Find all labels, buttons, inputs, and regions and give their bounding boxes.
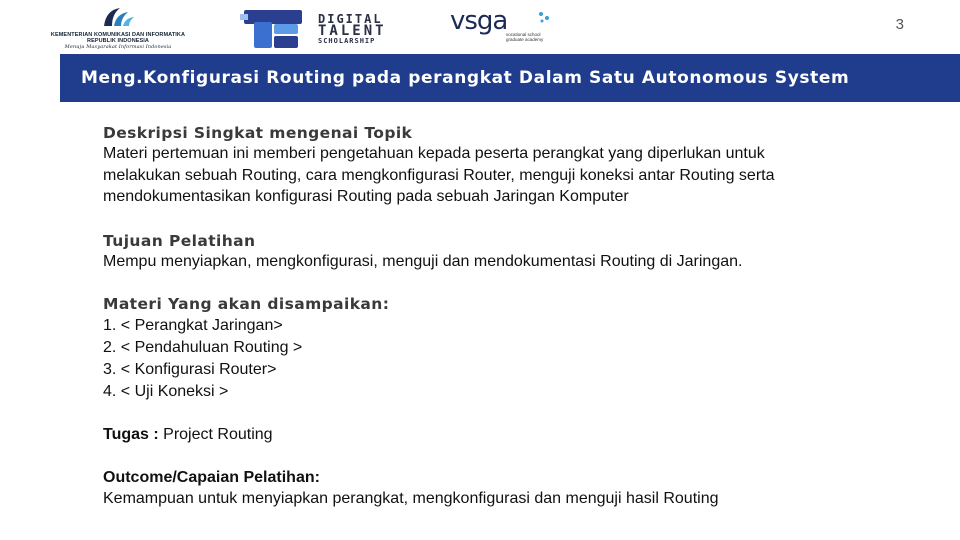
list-item: 4. < Uji Koneksi > (103, 383, 229, 400)
vsga-dots-icon (537, 10, 551, 24)
deskripsi-heading: Deskripsi Singkat mengenai Topik (103, 124, 413, 142)
tugas-line (103, 424, 903, 446)
kominfo-tagline: Menuju Masyarakat Informasi Indonesia (64, 44, 172, 50)
dts-cube-icon (240, 6, 306, 50)
outcome-label: Outcome/Capaian Pelatihan: (103, 468, 320, 486)
deskripsi-line-1: Materi pertemuan ini memberi pengetahuan kepada peserta perangkat yang diperlukan untuk (103, 145, 765, 162)
kominfo-emblem-icon (98, 4, 138, 30)
deskripsi-line-3: mendokumentasikan konfigurasi Routing pada sebuah Jaringan Komputer (103, 188, 629, 205)
materi-list (103, 315, 903, 403)
tugas-text: Project Routing (158, 426, 273, 443)
slide-title: Meng.Konfigurasi Routing pada perangkat Dalam Satu Autonomous System (81, 68, 850, 88)
dts-word-scholarship: SCHOLARSHIP (318, 37, 376, 45)
tujuan-heading: Tujuan Pelatihan (103, 231, 256, 250)
header-logos (0, 0, 960, 54)
list-item: 1. < Perangkat Jaringan> (103, 317, 283, 334)
vsga-logo (450, 6, 560, 52)
kominfo-line2: REPUBLIK INDONESIA (87, 38, 149, 44)
dts-word-digital: DIGITAL (318, 12, 383, 26)
slide-content (103, 123, 903, 510)
dts-word-talent: TALENT (318, 23, 387, 39)
digital-talent-logo (240, 6, 410, 50)
deskripsi-line-2: melakukan sebuah Routing, cara mengkonfigurasi Router, menguji koneksi antar Routing serta (103, 166, 775, 184)
vsga-brand: vsga (450, 6, 508, 36)
vsga-subtitle: vocational school graduate academy (506, 32, 544, 42)
kominfo-logo (38, 4, 198, 50)
kominfo-line1: KEMENTERIAN KOMUNIKASI DAN INFORMATIKA (50, 32, 186, 38)
page-number: 3 (895, 16, 904, 33)
tugas-label: Tugas : (103, 426, 159, 443)
list-item: 2. < Pendahuluan Routing > (103, 339, 303, 356)
list-item: 3. < Konfigurasi Router> (103, 361, 277, 378)
materi-heading: Materi Yang akan disampaikan: (103, 295, 390, 313)
title-bar (60, 54, 960, 102)
outcome-text: Kemampuan untuk menyiapkan perangkat, mengkonfigurasi dan menguji hasil Routing (103, 490, 719, 507)
tujuan-text: Mempu menyiapkan, mengkonfigurasi, menguji dan mendokumentasi Routing di Jaringan. (103, 252, 743, 270)
